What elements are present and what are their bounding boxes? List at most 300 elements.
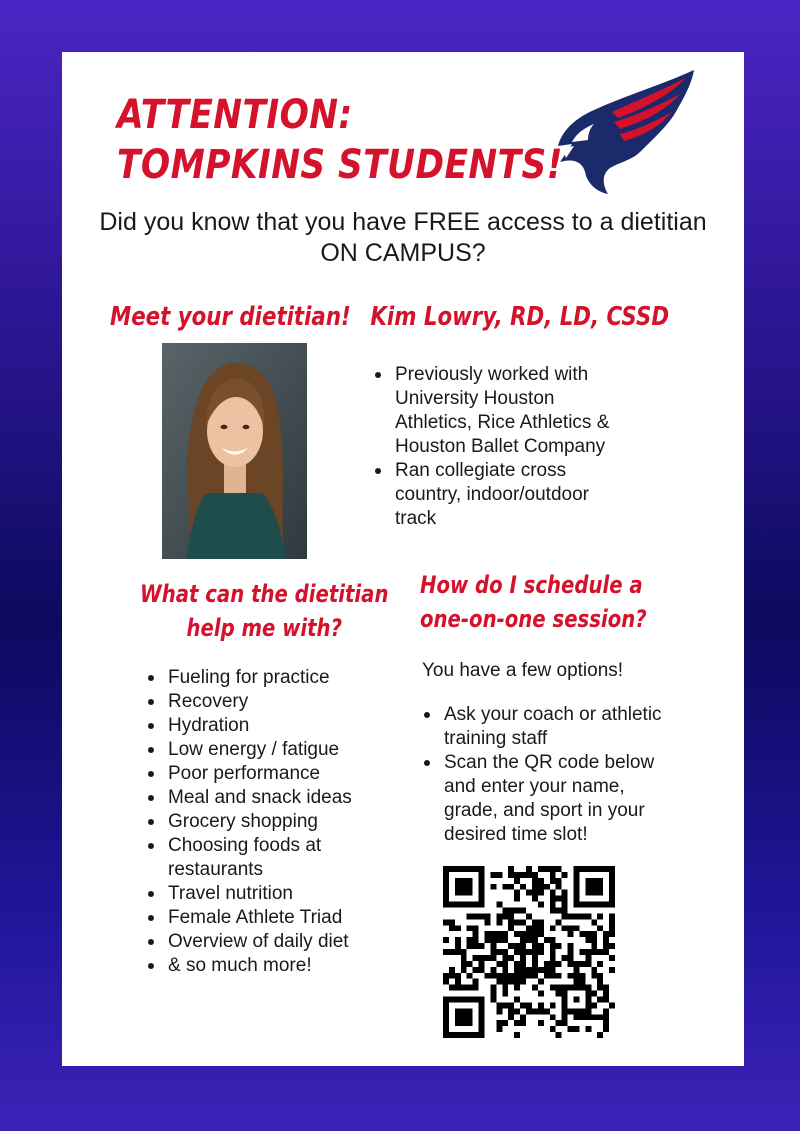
qr-module: [520, 884, 526, 890]
qr-module: [496, 949, 502, 955]
qr-module: [455, 884, 461, 890]
qr-module: [449, 925, 455, 931]
qr-module: [520, 1014, 526, 1020]
qr-module: [573, 1008, 579, 1014]
qr-module: [585, 884, 591, 890]
qr-module: [449, 902, 455, 908]
qr-module: [544, 961, 550, 967]
qr-module: [562, 902, 568, 908]
qr-module: [514, 961, 520, 967]
qr-module: [603, 991, 609, 997]
qr-module: [467, 937, 473, 943]
qr-module: [455, 925, 461, 931]
list-item: Low energy / fatigue: [144, 738, 394, 762]
qr-module: [573, 902, 579, 908]
qr-module: [479, 967, 485, 973]
qr-module: [579, 979, 585, 985]
qr-module: [473, 955, 479, 961]
qr-module: [496, 902, 502, 908]
qr-module: [532, 943, 538, 949]
qr-module: [479, 955, 485, 961]
qr-module: [473, 931, 479, 937]
qr-module: [573, 872, 579, 878]
qr-module: [585, 890, 591, 896]
qr-module: [479, 1014, 485, 1020]
qr-module: [449, 996, 455, 1002]
qr-module: [443, 1020, 449, 1026]
qr-module: [591, 866, 597, 872]
qr-module: [502, 1002, 508, 1008]
qr-module: [467, 913, 473, 919]
qr-module: [532, 896, 538, 902]
qr-module: [550, 866, 556, 872]
qr-module: [556, 1032, 562, 1038]
qr-module: [473, 979, 479, 985]
qr-module: [496, 931, 502, 937]
qr-module: [490, 955, 496, 961]
qr-module: [562, 872, 568, 878]
qr-module: [520, 919, 526, 925]
qr-module: [520, 1002, 526, 1008]
qr-module: [609, 919, 615, 925]
qr-module: [443, 1014, 449, 1020]
qr-module: [461, 902, 467, 908]
qr-module: [609, 866, 615, 872]
bio-item: Ran collegiate cross country, indoor/outdoor track: [371, 459, 631, 531]
qr-module: [508, 943, 514, 949]
meet-heading: [110, 302, 669, 332]
qr-module: [514, 919, 520, 925]
qr-module: [508, 919, 514, 925]
qr-module: [455, 1020, 461, 1026]
qr-module: [461, 878, 467, 884]
qr-module: [550, 925, 556, 931]
qr-module: [473, 967, 479, 973]
qr-module: [591, 902, 597, 908]
qr-module: [538, 902, 544, 908]
qr-module: [556, 973, 562, 979]
qr-module: [502, 937, 508, 943]
qr-module: [556, 1020, 562, 1026]
qr-module: [609, 872, 615, 878]
qr-module: [520, 931, 526, 937]
qr-module: [502, 967, 508, 973]
qr-module: [455, 979, 461, 985]
qr-module: [443, 919, 449, 925]
qr-module: [573, 961, 579, 967]
qr-module: [443, 896, 449, 902]
qr-module: [508, 1002, 514, 1008]
qr-module: [467, 943, 473, 949]
qr-module: [579, 866, 585, 872]
list-item: Choosing foods at restaurants: [144, 834, 394, 882]
qr-module: [496, 913, 502, 919]
qr-module: [532, 955, 538, 961]
qr-module: [514, 943, 520, 949]
flyer-title: ATTENTION: TOMPKINS STUDENTS!: [117, 92, 563, 188]
qr-module: [573, 866, 579, 872]
list-item: Poor performance: [144, 762, 394, 786]
qr-module: [591, 878, 597, 884]
qr-module: [562, 955, 568, 961]
qr-module: [544, 866, 550, 872]
qr-module: [467, 890, 473, 896]
qr-module: [485, 955, 491, 961]
intro-text: Did you know that you have FREE access to a dietitian ON CAMPUS?: [99, 208, 707, 267]
qr-module: [502, 985, 508, 991]
qr-module: [556, 884, 562, 890]
qr-module: [508, 872, 514, 878]
qr-module: [585, 931, 591, 937]
qr-module: [532, 967, 538, 973]
qr-module: [455, 996, 461, 1002]
qr-module: [461, 967, 467, 973]
qr-module: [609, 931, 615, 937]
qr-module: [502, 973, 508, 979]
qr-module: [455, 1032, 461, 1038]
qr-module: [455, 902, 461, 908]
qr-module: [591, 931, 597, 937]
qr-module: [467, 884, 473, 890]
qr-module: [568, 973, 574, 979]
qr-module: [562, 1002, 568, 1008]
qr-module: [520, 949, 526, 955]
qr-module: [568, 949, 574, 955]
qr-module: [556, 908, 562, 914]
list-item: Recovery: [144, 690, 394, 714]
qr-module: [568, 931, 574, 937]
qr-module: [573, 996, 579, 1002]
qr-module: [538, 949, 544, 955]
qr-module: [526, 866, 532, 872]
qr-module: [609, 913, 615, 919]
qr-module: [502, 949, 508, 955]
qr-module: [591, 991, 597, 997]
qr-module: [556, 896, 562, 902]
qr-module: [514, 878, 520, 884]
qr-module: [479, 866, 485, 872]
qr-module: [550, 985, 556, 991]
qr-module: [573, 896, 579, 902]
qr-module: [508, 979, 514, 985]
qr-module: [455, 937, 461, 943]
list-item: Fueling for practice: [144, 666, 394, 690]
qr-module: [538, 878, 544, 884]
qr-module: [550, 967, 556, 973]
qr-module: [520, 908, 526, 914]
list-item: Overview of daily diet: [144, 930, 394, 954]
qr-module: [479, 913, 485, 919]
dietitian-name: Kim Lowry, RD, LD, CSSD: [370, 302, 670, 332]
qr-module: [591, 1014, 597, 1020]
qr-module: [532, 961, 538, 967]
qr-module: [556, 985, 562, 991]
qr-module: [562, 985, 568, 991]
qr-module: [490, 985, 496, 991]
qr-module: [455, 866, 461, 872]
qr-module: [514, 973, 520, 979]
qr-module: [609, 878, 615, 884]
qr-module: [455, 949, 461, 955]
qr-module: [562, 1020, 568, 1026]
qr-module: [496, 1008, 502, 1014]
qr-module: [520, 955, 526, 961]
bio-item: Previously worked with University Houston Athletics, Rice Athletics & Houston Ballet Company: [371, 363, 631, 459]
qr-module: [568, 913, 574, 919]
qr-module: [514, 1032, 520, 1038]
qr-module: [585, 961, 591, 967]
qr-module: [526, 973, 532, 979]
qr-module: [449, 919, 455, 925]
qr-module: [473, 985, 479, 991]
qr-module: [520, 1020, 526, 1026]
qr-module: [573, 985, 579, 991]
qr-module: [568, 1026, 574, 1032]
qr-module: [467, 973, 473, 979]
qr-module: [538, 943, 544, 949]
qr-module: [514, 931, 520, 937]
qr-module: [467, 866, 473, 872]
qr-module: [443, 1026, 449, 1032]
qr-module: [502, 991, 508, 997]
qr-module: [514, 1020, 520, 1026]
qr-module: [520, 943, 526, 949]
qr-module: [603, 949, 609, 955]
qr-module: [461, 996, 467, 1002]
qr-module: [609, 902, 615, 908]
flyer-page: [62, 52, 744, 1066]
qr-module: [573, 878, 579, 884]
qr-module: [609, 1002, 615, 1008]
qr-module: [514, 872, 520, 878]
qr-module: [467, 1008, 473, 1014]
qr-module: [579, 961, 585, 967]
qr-module: [520, 973, 526, 979]
qr-module: [502, 908, 508, 914]
options-list: [420, 703, 680, 847]
qr-module: [573, 979, 579, 985]
schedule-heading: How do I schedule a one-on-one session?: [420, 571, 647, 633]
qr-module: [443, 884, 449, 890]
qr-module: [603, 1026, 609, 1032]
qr-module: [502, 884, 508, 890]
qr-module: [562, 996, 568, 1002]
qr-module: [585, 949, 591, 955]
qr-module: [461, 890, 467, 896]
qr-module: [538, 1020, 544, 1026]
qr-module: [455, 890, 461, 896]
qr-module: [467, 878, 473, 884]
qr-module: [473, 925, 479, 931]
qr-module: [585, 1002, 591, 1008]
qr-module: [597, 979, 603, 985]
qr-module: [479, 1032, 485, 1038]
qr-module: [556, 943, 562, 949]
qr-module: [485, 973, 491, 979]
qr-module: [591, 890, 597, 896]
qr-module: [467, 1014, 473, 1020]
help-heading: What can the dietitian help me with?: [140, 580, 389, 642]
qr-module: [526, 913, 532, 919]
qr-module: [556, 878, 562, 884]
qr-module: [508, 908, 514, 914]
qr-module: [585, 996, 591, 1002]
qr-module: [568, 943, 574, 949]
qr-module: [532, 1008, 538, 1014]
qr-module: [532, 937, 538, 943]
qr-module: [597, 1032, 603, 1038]
qr-module: [502, 955, 508, 961]
qr-module: [591, 973, 597, 979]
qr-module: [490, 872, 496, 878]
qr-module: [467, 902, 473, 908]
qr-module: [544, 973, 550, 979]
qr-module: [579, 949, 585, 955]
qr-module: [603, 937, 609, 943]
qr-module: [550, 890, 556, 896]
qr-module: [550, 961, 556, 967]
qr-module: [609, 943, 615, 949]
qr-module: [455, 985, 461, 991]
options-intro: You have a few options!: [422, 660, 624, 681]
list-item: Meal and snack ideas: [144, 786, 394, 810]
qr-module: [514, 996, 520, 1002]
qr-module: [573, 1014, 579, 1020]
qr-module: [597, 866, 603, 872]
qr-module: [461, 955, 467, 961]
qr-module: [609, 955, 615, 961]
qr-module: [520, 872, 526, 878]
qr-module: [490, 884, 496, 890]
qr-module: [479, 902, 485, 908]
qr-module: [538, 967, 544, 973]
qr-module: [473, 866, 479, 872]
qr-module: [609, 890, 615, 896]
qr-module: [579, 913, 585, 919]
qr-code[interactable]: [443, 866, 615, 1038]
qr-module: [467, 996, 473, 1002]
qr-module: [514, 1008, 520, 1014]
qr-module: [568, 925, 574, 931]
qr-module: [579, 985, 585, 991]
qr-module: [467, 961, 473, 967]
qr-module: [532, 985, 538, 991]
qr-module: [479, 878, 485, 884]
qr-module: [585, 866, 591, 872]
list-item: Ask your coach or athletic training staff: [420, 703, 680, 751]
qr-module: [532, 878, 538, 884]
qr-module: [479, 996, 485, 1002]
qr-module: [597, 961, 603, 967]
qr-module: [508, 1014, 514, 1020]
qr-module: [508, 884, 514, 890]
qr-module: [526, 931, 532, 937]
qr-module: [508, 866, 514, 872]
qr-module: [473, 1032, 479, 1038]
qr-module: [597, 973, 603, 979]
qr-module: [538, 890, 544, 896]
qr-module: [514, 979, 520, 985]
qr-module: [597, 949, 603, 955]
qr-module: [585, 1008, 591, 1014]
qr-module: [508, 955, 514, 961]
qr-module: [520, 937, 526, 943]
qr-module: [597, 878, 603, 884]
qr-module: [585, 955, 591, 961]
qr-module: [490, 937, 496, 943]
qr-module: [550, 943, 556, 949]
qr-module: [479, 890, 485, 896]
qr-module: [479, 1026, 485, 1032]
qr-module: [538, 1008, 544, 1014]
qr-module: [579, 973, 585, 979]
qr-module: [455, 1014, 461, 1020]
qr-module: [479, 896, 485, 902]
qr-module: [532, 919, 538, 925]
qr-module: [573, 884, 579, 890]
qr-module: [597, 985, 603, 991]
qr-module: [538, 991, 544, 997]
qr-module: [443, 1032, 449, 1038]
qr-module: [585, 1014, 591, 1020]
qr-module: [597, 890, 603, 896]
qr-module: [585, 902, 591, 908]
qr-module: [455, 1008, 461, 1014]
qr-module: [532, 925, 538, 931]
qr-module: [532, 973, 538, 979]
qr-module: [496, 973, 502, 979]
qr-module: [585, 991, 591, 997]
qr-module: [461, 949, 467, 955]
qr-module: [609, 884, 615, 890]
qr-module: [597, 902, 603, 908]
qr-module: [520, 967, 526, 973]
eagle-logo-icon: [554, 66, 704, 196]
qr-module: [496, 961, 502, 967]
qr-module: [568, 985, 574, 991]
qr-module: [591, 1002, 597, 1008]
qr-module: [562, 913, 568, 919]
qr-module: [508, 925, 514, 931]
qr-module: [479, 961, 485, 967]
qr-module: [568, 1008, 574, 1014]
qr-module: [449, 973, 455, 979]
qr-module: [490, 949, 496, 955]
qr-module: [603, 996, 609, 1002]
qr-module: [544, 884, 550, 890]
qr-module: [579, 902, 585, 908]
qr-module: [514, 967, 520, 973]
qr-module: [473, 902, 479, 908]
qr-module: [467, 985, 473, 991]
qr-module: [490, 967, 496, 973]
qr-module: [443, 878, 449, 884]
qr-module: [526, 925, 532, 931]
qr-module: [502, 979, 508, 985]
qr-module: [443, 890, 449, 896]
qr-module: [467, 1020, 473, 1026]
qr-module: [526, 890, 532, 896]
qr-module: [473, 996, 479, 1002]
qr-module: [597, 925, 603, 931]
qr-module: [449, 967, 455, 973]
qr-module: [544, 967, 550, 973]
qr-module: [490, 996, 496, 1002]
qr-module: [508, 1008, 514, 1014]
qr-module: [603, 1008, 609, 1014]
qr-module: [485, 931, 491, 937]
qr-module: [585, 878, 591, 884]
